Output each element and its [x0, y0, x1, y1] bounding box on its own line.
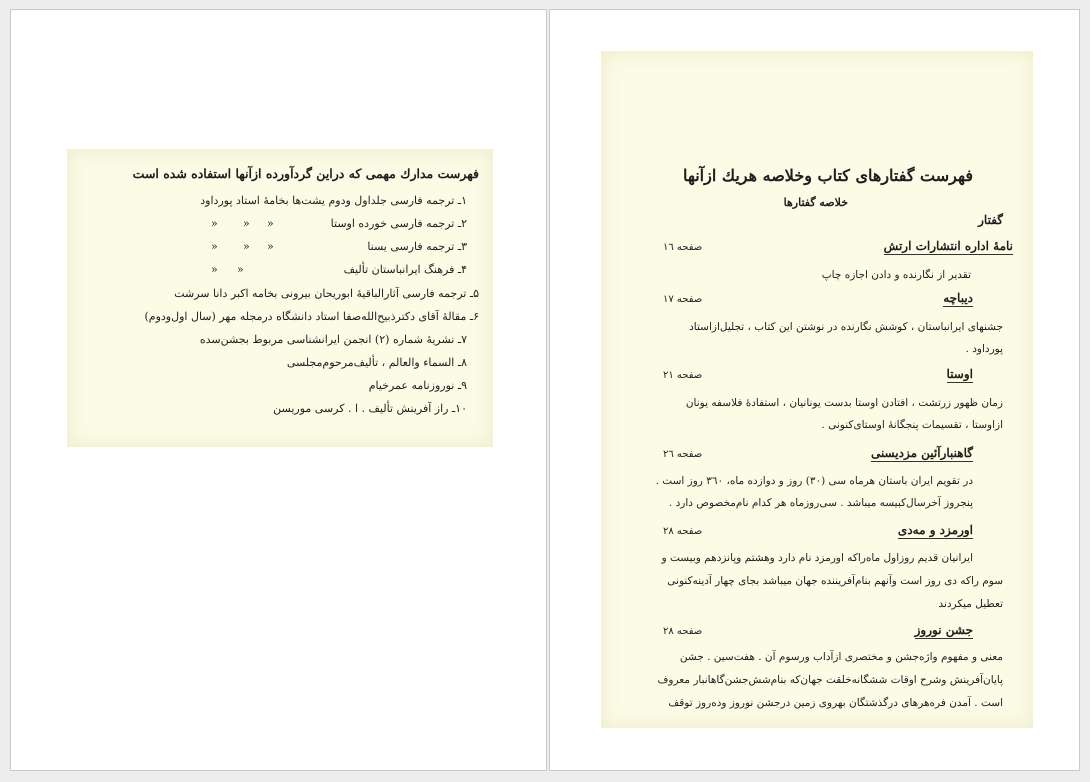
section-body-line: سوم راکه دی روز است وآنهم بنام‌آفریننده جهان میباشد بجای چهار آدینه‌کنونی — [667, 575, 1003, 587]
section-body-line: در تقویم ایران باستان هرماه سی (۳۰) روز و دوازده ماه، ۳٦۰ روز است . — [655, 475, 973, 487]
source-item-1: ۱ـ ترجمه فارسی جلداول ودوم یشت‌ها بخامهٔ استاد پورداود — [200, 194, 467, 207]
section-body-line: تقدیر از نگارنده و دادن اجازه چاپ — [821, 269, 971, 281]
ditto-mark: « — [211, 240, 218, 253]
source-item-5: ۵ـ ترجمه فارسی آثارالباقیهٔ ابوریحان بیرونی بخامه اکبر دانا سرشت — [174, 287, 479, 300]
ditto-mark: « — [243, 240, 250, 253]
section-body-line: جشنهای ایرانباستان ، کوشش نگارنده در نوشتن این کتاب ، تجلیل‌ازاستاد — [689, 321, 1003, 333]
section-page-ref: صفحه ۲۸ — [663, 526, 703, 537]
section-page-ref: صفحه ۱٦ — [663, 242, 703, 253]
section-page-ref: صفحه ۲۸ — [663, 626, 703, 637]
section-title: اوستا — [946, 367, 973, 381]
ditto-mark: « — [267, 240, 274, 253]
contents-subtitle: خلاصه گفتارها — [783, 196, 848, 209]
section-body-line: ایرانیان قدیم روزاول ماه‌راکه اورمزد نام دارد وهشتم وپانزدهم وبیست و — [661, 552, 973, 564]
section-title: اورمزد و مه‌دی — [897, 523, 973, 537]
section-title: جشن نوروز — [914, 623, 973, 637]
source-item-4: ۴ـ فرهنگ ایرانباستان تألیف — [343, 263, 467, 276]
section-title: گاهنبارآئین مزدیسنی — [870, 446, 973, 460]
ditto-mark: « — [211, 217, 218, 230]
section-body-line: معنی و مفهوم واژه‌جشن و مختصری ازآداب ورسوم آن . هفت‌سین . جشن — [679, 651, 1003, 663]
scanned-sources-list — [67, 149, 493, 447]
section-page-ref: صفحه ۲۱ — [663, 370, 703, 381]
source-item-10: ۱۰ـ راز آفرینش تألیف . ا . کرسی موریسن — [273, 402, 467, 415]
section-page-ref: صفحه ۱۷ — [663, 294, 703, 305]
ditto-mark: « — [237, 263, 244, 276]
ditto-mark: « — [243, 217, 250, 230]
source-item-9: ۹ـ نوروزنامه عمرخیام — [368, 379, 467, 392]
section-title: نامهٔ اداره انتشارات ارتش — [883, 239, 1013, 253]
section-title: دیباچه — [943, 291, 973, 305]
column-header: گفتار — [978, 213, 1003, 227]
section-body-line: پایان‌آفرینش وشرح اوقات ششگانه‌خلقت جهان‌که بنام‌شش‌جشن‌گاهانبار معروف — [657, 674, 1003, 686]
source-item-3: ۳ـ ترجمه فارسی یسنا — [367, 240, 467, 253]
source-item-6: ۶ـ مقالهٔ آقای دکترذبیح‌الله‌صفا استاد دانشگاه درمجله مهر (سال اول‌ودوم) — [144, 310, 479, 323]
sources-title: فهرست مدارك مهمى كه دراين گردآورده ازآنها استفاده شده است — [132, 166, 479, 181]
section-body-line: تعطیل میکردند — [938, 598, 1003, 610]
scanned-contents-page — [601, 51, 1033, 728]
section-body-line: پنجروز آخرسال‌کبیسه میباشد . سی‌روزماه هر کدام نام‌مخصوص دارد . — [668, 497, 973, 509]
section-body-line: ازاوستا ، تقسیمات پنجگانهٔ اوستای‌کنونی . — [821, 419, 1003, 431]
contents-title: فهرست گفتارهای کتاب وخلاصه هریك ازآنها — [682, 166, 973, 185]
section-body-line: پورداود . — [965, 343, 1003, 355]
source-item-7: ۷ـ نشریهٔ شماره (۲) انجمن ایرانشناسی مربوط بجشن‌سده — [199, 333, 467, 346]
section-body-line: است . آمدن فره‌هرهای درگذشتگان بهروی زمین درجشن نوروز وده‌روز توقف — [668, 697, 1003, 709]
document-page-right — [549, 9, 1080, 771]
source-item-2: ۲ـ ترجمه فارسی خورده اوستا — [330, 217, 467, 230]
ditto-mark: « — [211, 263, 218, 276]
ditto-mark: « — [267, 217, 274, 230]
source-item-8: ۸ـ السماء والعالم ، تألیف‌مرحوم‌مجلسی — [286, 356, 467, 369]
section-body-line: زمان ظهور زرتشت ، افتادن اوستا بدست یونانیان ، استفادهٔ فلاسفه یونان — [685, 397, 1003, 409]
document-page-left — [10, 9, 547, 771]
section-page-ref: صفحه ۲٦ — [663, 449, 703, 460]
